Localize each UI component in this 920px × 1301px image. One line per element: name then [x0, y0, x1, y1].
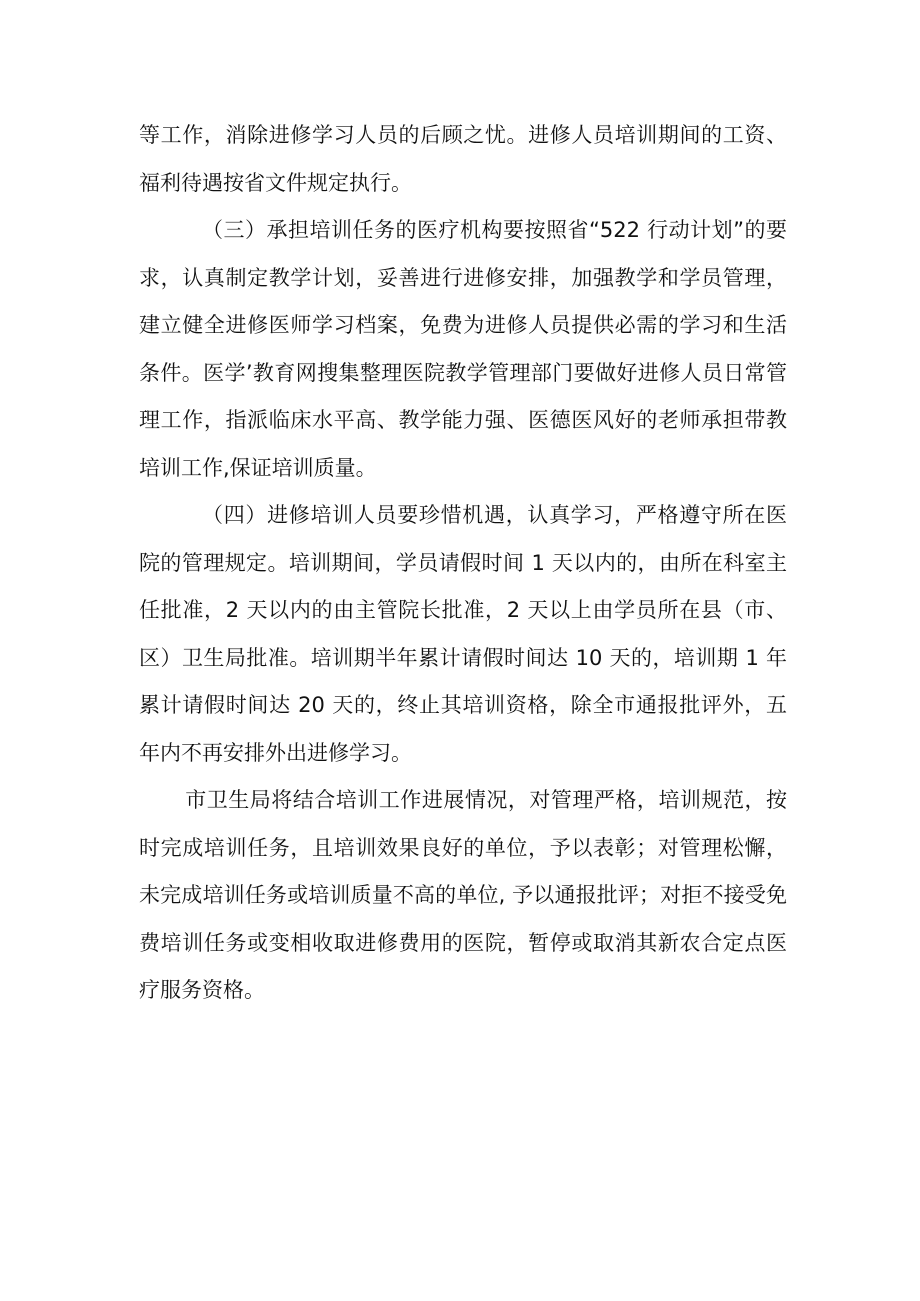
paragraph-continuation: 等工作，消除进修学习人员的后顾之忧。进修人员培训期间的工资、福利待遇按省文件规定执行。 — [139, 123, 787, 195]
paragraph-section-4: （四）进修培训人员要珍惜机遇，认真学习，严格遵守所在医院的管理规定。培训期间，学员请假时间 1 天以内的，由所在科室主任批准，2 天以内的由主管院长批准，2 天以上由学员所在县（市、区）卫生局批准。培训期半年累计请假时间达 10 天的，培训期 1 年累计请假时间达 20 天的，终止其培训资格，除全市通报批评外，五年内不再安排外出进修学习。 — [139, 503, 787, 765]
document-body — [139, 112, 787, 1015]
paragraph-closing: 市卫生局将结合培训工作进展情况，对管理严格，培训规范，按时完成培训任务，且培训效果良好的单位，予以表彰；对管理松懈，未完成培训任务或培训质量不高的单位, 予以通报批评；对拒不接受免费培训任务或变相收取进修费用的医院，暂停或取消其新农合定点医疗服务资格。 — [139, 788, 787, 1002]
paragraph-section-3: （三）承担培训任务的医疗机构要按照省“522 行动计划”的要求，认真制定教学计划，妥善进行进修安排，加强教学和学员管理，建立健全进修医师学习档案，免费为进修人员提供必需的学习和生活条件。医学’教育网搜集整理医院教学管理部门要做好进修人员日常管理工作，指派临床水平高、教学能力强、医德医风好的老师承担带教培训工作,保证培训质量。 — [139, 218, 787, 480]
